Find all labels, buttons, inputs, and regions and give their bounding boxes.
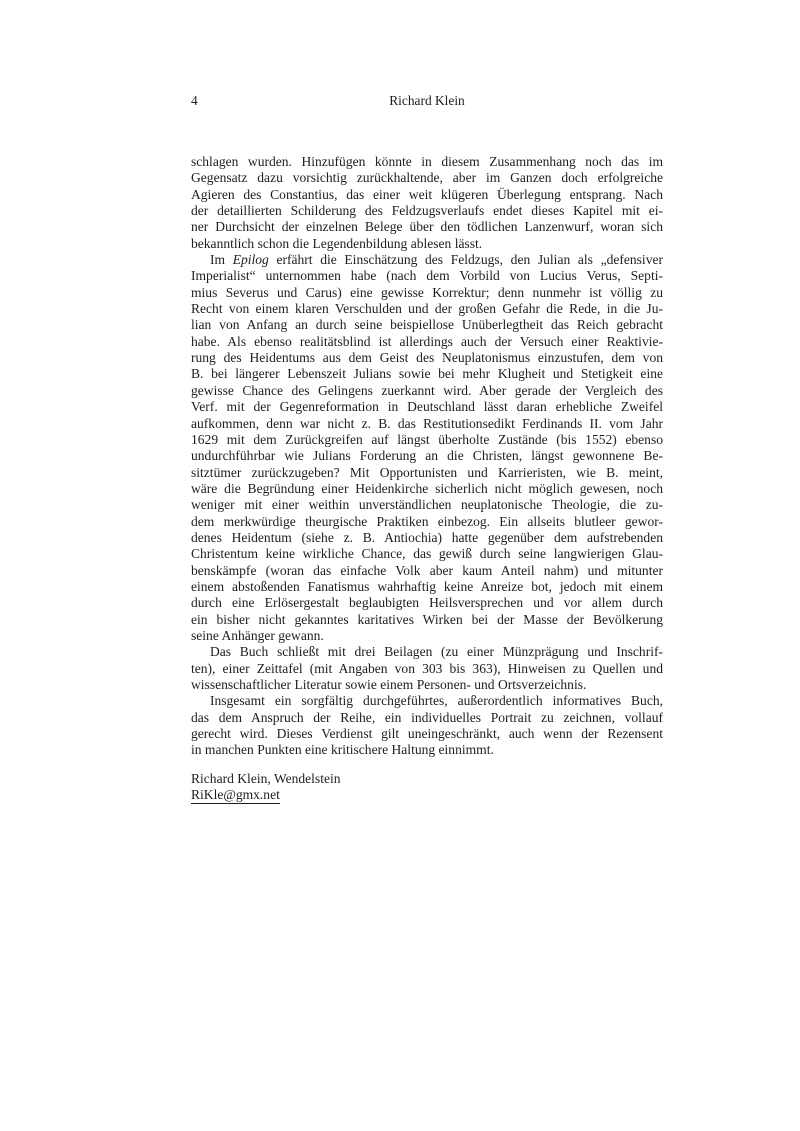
text-prefix: Im <box>210 252 233 268</box>
author-signature <box>191 771 663 804</box>
text-line: das dem Anspruch der Reihe, ein individuelles Portrait zu zeichnen, vollauf <box>191 709 663 725</box>
paragraph-conclusion <box>191 693 663 758</box>
running-title: Richard Klein <box>389 93 465 108</box>
text-line: benskämpfe (woran das einfache Volk aber kaum Anteil nahm) und mitunter <box>191 562 663 578</box>
text-line: sitztümer zurückzugeben? Mit Opportunisten und Karrieristen, wie B. meint, <box>191 464 663 480</box>
text-line: bekanntlich schon die Legendenbildung ablesen lässt. <box>191 235 483 251</box>
text-line: dem merkwürdige theurgische Praktiken einbezog. Ein allseits blutleer gewor- <box>191 513 663 529</box>
text-line: seine Anhänger gewann. <box>191 627 324 643</box>
text-line: der detaillierten Schilderung des Feldzugsverlaufs endet dieses Kapitel mit ei- <box>191 203 663 219</box>
text-line: Recht von einem klaren Verschulden und der großen Gefahr die Rede, in die Ju- <box>191 301 663 317</box>
text-line: lian von Anfang an durch seine beispiellose Unüberlegtheit das Reich gebracht <box>191 317 663 333</box>
text-line: wäre die Begründung einer Heidenkirche sicherlich nicht möglich gewesen, noch <box>191 480 663 496</box>
text-line: ein bisher nicht gekanntes karitatives Wirken bei der Masse der Bevölkerung <box>191 611 663 627</box>
text-line: ner Durchsicht der einzelnen Belege über den tödlichen Lanzenwurf, woran sich <box>191 219 663 235</box>
text-line: Das Buch schließt mit drei Beilagen (zu einer Münzprägung und Inschrif- <box>210 644 663 660</box>
text-line: B. bei längerer Lebenszeit Julians sowie bei mehr Klugheit und Stetigkeit eine <box>191 366 663 382</box>
text-line: Verf. mit der Gegenreformation in Deutschland lässt daran erhebliche Zweifel <box>191 399 663 415</box>
author-email-link[interactable]: RiKle@gmx.net <box>191 787 280 803</box>
text-line: aufkommen, denn war nicht z. B. das Restitutionsedikt Ferdinands II. vom Jahr <box>191 415 663 431</box>
text-line: Agieren des Constantius, das einer weit klügeren Überlegung entsprang. Nach <box>191 186 663 202</box>
author-name-place: Richard Klein, Wendelstein <box>191 771 341 786</box>
emphasis-epilog: Epilog <box>232 252 269 268</box>
paragraph-epilog <box>191 252 663 644</box>
paragraph-continuation <box>191 154 663 252</box>
review-body <box>191 154 663 759</box>
text-rest: erfährt die Einschätzung des Feldzugs, den Julian als „defensiver <box>268 252 663 268</box>
page-number: 4 <box>191 93 198 108</box>
text-line: rung des Heidentums aus dem Geist des Neuplatonismus einzustufen, dem von <box>191 350 663 366</box>
text-line: gewisse Chance des Gelingens zuerkannt wird. Aber gerade der Vergleich des <box>191 382 663 398</box>
text-line: Insgesamt ein sorgfältig durchgeführtes, außerordentlich informatives Buch, <box>210 693 663 709</box>
paragraph-appendices <box>191 644 663 693</box>
text-line: einem abstoßenden Fanatismus wahrhaftig keine Anreize bot, jedoch mit einem <box>191 578 663 594</box>
text-line: Christentum keine wirkliche Chance, das gewiß durch seine langwierigen Glau- <box>191 546 663 562</box>
text-line: ten), einer Zeittafel (mit Angaben von 303 bis 363), Hinweisen zu Quellen und <box>191 660 663 676</box>
text-line: mius Severus und Carus) eine gewisse Korrektur; denn nunmehr ist völlig zu <box>191 284 663 300</box>
text-line: Gegensatz dazu vorsichtig zurückhaltende, aber im Ganzen doch erfolgreiche <box>191 170 663 186</box>
text-line: undurchführbar wie Julians Forderung an die Christen, längst gewonnene Be- <box>191 448 663 464</box>
text-line: wissenschaftlicher Literatur sowie einem Personen- und Ortsverzeichnis. <box>191 677 587 692</box>
running-header <box>191 93 663 109</box>
text-line: in manchen Punkten eine kritischere Haltung einnimmt. <box>191 742 494 758</box>
text-line: Imperialist“ unternommen habe (nach dem Vorbild von Lucius Verus, Septi- <box>191 268 663 284</box>
text-line-first <box>191 252 663 268</box>
text-line: 1629 mit dem Zurückgreifen auf längst überholte Zustände (bis 1552) ebenso <box>191 431 663 447</box>
text-line: weniger mit einer weithin unverständlichen neuplatonische Theologie, die zu- <box>191 497 663 513</box>
text-line: durch eine Erlösergestalt beglaubigten Heilsversprechen und vor allem durch <box>191 595 663 611</box>
text-line: denes Heidentum (siehe z. B. Antiochia) hatte gegenüber dem aufstrebenden <box>191 529 663 545</box>
text-line: schlagen wurden. Hinzufügen könnte in diesem Zusammenhang noch das im <box>191 154 663 169</box>
text-line: gerecht wird. Dieses Verdienst gilt uneingeschränkt, auch wenn der Rezensent <box>191 726 663 742</box>
text-line: habe. Als ebenso realitätsblind ist allerdings auch der Versuch einer Reaktivie- <box>191 333 663 349</box>
